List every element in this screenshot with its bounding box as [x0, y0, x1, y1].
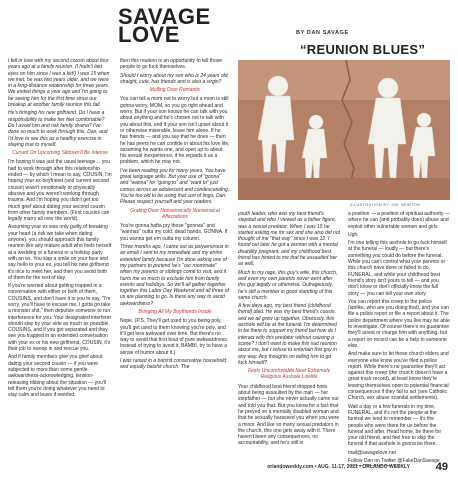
page-number: 49	[435, 461, 448, 473]
paragraph: youth leader, who was my best friend's stepdad and who I viewed as a father figure, was a sexual predator. When I was 15 he started asking me for sex and she also did not thought of me "that way" since I was 12. I found out later he got a woman with a mental disability pregnant, and my childhood best friend has hinted to me that he assaulted her as well.	[238, 211, 340, 268]
page-title: “REUNION BLUES”	[300, 42, 426, 57]
paragraph: Follow Dan on Twitter @FakeDanSavage	[348, 457, 440, 464]
paragraph: a position — a position of spiritual authority — where he can (and probably does) abuse and exploit other vulnerable women and girls.	[348, 211, 450, 230]
letter-signature: Feels Uncomfortable Near Extremely Religious Asshole Lowlife	[248, 368, 330, 381]
paragraph: Nope. (P.S. They'll get used to you being poly, you'll get used to them knowing you're poly, and it'll get less awkward over time. But there's no way to avoid that first bout of pure awkwardness. Instead of trying to avoid it, BAMBI, try to have a sense of humor about it.)	[120, 318, 229, 356]
paragraph: mail@savagelove.net	[348, 449, 396, 456]
paragraph: And make sure to let those church elders and everyone else know you've filed a police report. While there's no guarantee they'll act against this creep (the church doesn't have a great track record), at least know they're leaving themselves open to potential financial consequences if they fail to act (see Catholic Church, sex abuse scandal settlements).	[348, 351, 449, 402]
paragraph: I've been reading you for many years. You have great language skills. But your use of "gonna" and "wanna" for "going to" and "want to" just comes across as adolescent and condescending. You're too old to be using that sort of lingo, Dan. Please respect yourself and your readers.	[120, 167, 230, 206]
letter-signature: Mulling Over Romantic	[149, 87, 201, 94]
paragraph: Ugh.	[348, 231, 359, 238]
paragraph: You can tell a mom not to worry but a mom is still gonna worry, MOM, so you go right ahead and worry. But if your son knows he can talk with you about anything and he's chosen not to talk with you about this, and if your son isn't upset about it or otherwise miserable, leave him alone. If he has friends — and you say that he does — then he has peers he can confide in about his love life, assuming he wants one, and open up to about his sexual inexperience, if he regards it as a problem, which he may not.	[120, 96, 230, 166]
paragraph: I fell in love with my second cousin about four years ago at a family reunion. (I hadn't laid eyes on him since I was a kid!) I was 15 when we met, he was two years older, and we were in a long-distance relationship for three years. We ended things a year ago and I'm going to be seeing him for the first time since our breakup at another family reunion this fall.	[8, 58, 110, 109]
paragraph: Wait a day or a few funerals in my time, FUNERAL, and it's not the people at the funeral we tend to remember — it's the people who were there for us before the funeral and after. Head home, be there for your old friend, and feel free to skip the funeral if that asshole is gonna be there.	[348, 403, 442, 448]
column-4	[348, 211, 450, 466]
paragraph: I'm hoping it was just the usual teenage… you had to work through after this relationship ended — by which I mean to say, COUSIN, I'm hoping your ex-boyfriend (and current second cousin) wasn't emotionally or physically abusive and you weren't working through trauma. And I'm hoping you didn't get too much grief about dating your second cousin from other family members. (First cousins can legally marry all over the world).	[8, 159, 112, 223]
column-2	[120, 58, 230, 373]
paragraph: And if family members give you grief about dating your second cousin — if you were subjected to more than some gentle awkwardness-acknowledging, tension-releasing ribbing about the situation — you'll tell them you're doing whatever you need to stay calm and leave if needed.	[8, 354, 106, 399]
paragraph: You're gonna hafta pry those "gonnas" and "wannas" outta my cold, dead hands, GONNA. If you wanna get em outta my column.	[120, 223, 228, 242]
photo-credit: ILLUSTRATION BY JOE NEWTON	[350, 202, 421, 207]
paragraph: Should I worry about my son who is 24 years old, straight, cute, has friends and is also a virgin?	[120, 72, 229, 85]
footer-url: orlandoweekly.com • AUG. 11-17, 2021 • ORLANDO WEEKLY	[267, 464, 410, 470]
paper-figures-image	[238, 60, 450, 200]
letter-signature: Grating Over Nonsensically Nonsensical Affectations	[130, 207, 220, 220]
paragraph: You can report this creep to the police (ianlike, who are you doing that), and you can file a police report or file a report about it. The police department where you live may be able to investigate. Of course there's no guarantee they'll arrest or charge him with anything, but a report on record can be a help to someone else.	[348, 298, 450, 349]
paragraph: Much to my rage, this guy's wife, this church, and even my own parents never went after this guy legally or otherwise. Outrageously, he's still a member in good standing of this same church.	[238, 269, 338, 301]
paragraph: A few days ago, my best friend (childhood friend) died. He was my best friend's cousin, and we all grew up together. Obviously, this asshole will be at the funeral. I'm determined to be there to support my friend but how do I interact with this predator without causing a scene? I don't want to make this sad reunion about me, but I refuse to entertain this guy in any way. Any thoughts on telling him to go fuck himself?	[238, 303, 337, 366]
letter-signature: Bringing All My Boyfriends Inside	[138, 308, 212, 315]
paragraph: Three months ago, I came out as polyamorous in an email I sent to my immediate and my entire extended family because I'm done asking one of my partners to pretend he's "our roommate" when my parents or siblings come to visit, and it hurts me so much to exclude him from family events and holidays. So we'll all gather together together this Labor Day Weekend and all three of us are planning to go. Is there any way to avoid awkwardness?	[120, 244, 229, 307]
column-1	[8, 58, 112, 400]
paper-cutout-illustration	[238, 60, 450, 200]
page-footer	[0, 461, 458, 474]
logo-line-1: SAVAGE	[118, 4, 211, 29]
paragraph: I'm one telling this asshole to go fuck himself at the funeral — loudly — but there's something you could do before the funeral. While you can't control what your parents or this church have done or failed to do, FUNERAL, and while your childhood best friend's story isn't yours to tell — and you don't know or don't officially know the full story — you can tell your own story.	[348, 240, 447, 297]
column-3	[238, 211, 340, 449]
logo-line-2: LOVE	[118, 22, 180, 47]
byline: BY DAN SAVAGE	[296, 30, 349, 36]
paragraph: He's bringing his new girlfriend. Do I have a responsibility to make her feel comfortable? Do I avoid him and risk family drama? I've done so much to work through this, Dan, and I'd love to see this as a healthy exercise in staying true to myself.	[8, 110, 108, 148]
paragraph: Your childhood best friend dropped hints about being assaulted by the man — her stepfather — but she never actually came out and told you that. But you know for a fact that he preyed on a mentally disabled woman and that he sexually harassed you when you were a minor. And like so many sexual predators in the church, this one gets away with it. There haven't been any consequences, no accountability, and he's still in	[238, 383, 340, 447]
savage-love-logo	[118, 4, 214, 47]
paragraph: then this reunion is an opportunity to tell those people to go fuck themselves.	[120, 58, 223, 71]
paragraph: If you're worried about getting trapped in a conversation with either or both of them, COUSINS, and don't have it in you to say, "I'm sorry, you'll have to excuse me, I gotta go take a monster shit," then deputize someone to run interference for you. Your designated interferer should stay by your side as much as possible, COUSINS, and if you get separated and they see you trapped in an extended conversation with your ex or his new girlfriend, COUSIN, it's their job to swoop in and rescue you.	[8, 283, 112, 353]
paragraph: I was raised in a batshit conservative household and equally batshit church. The	[120, 358, 227, 371]
paragraph: Assuming your ex was only guilty of breaking your heart (a risk we take when dating anyone), you should approach this family reunion like any mature adult who finds herself at a wedding or a funeral or a holiday party with an ex. You slap a smile on your face and say hello to your ex, you tell his new girlfriend it's nice to meet her, and then you avoid both of them for the rest of day.	[8, 224, 112, 281]
letter-signature: Cursed On Upcoming Sitdown'll Be Intense	[12, 150, 108, 157]
